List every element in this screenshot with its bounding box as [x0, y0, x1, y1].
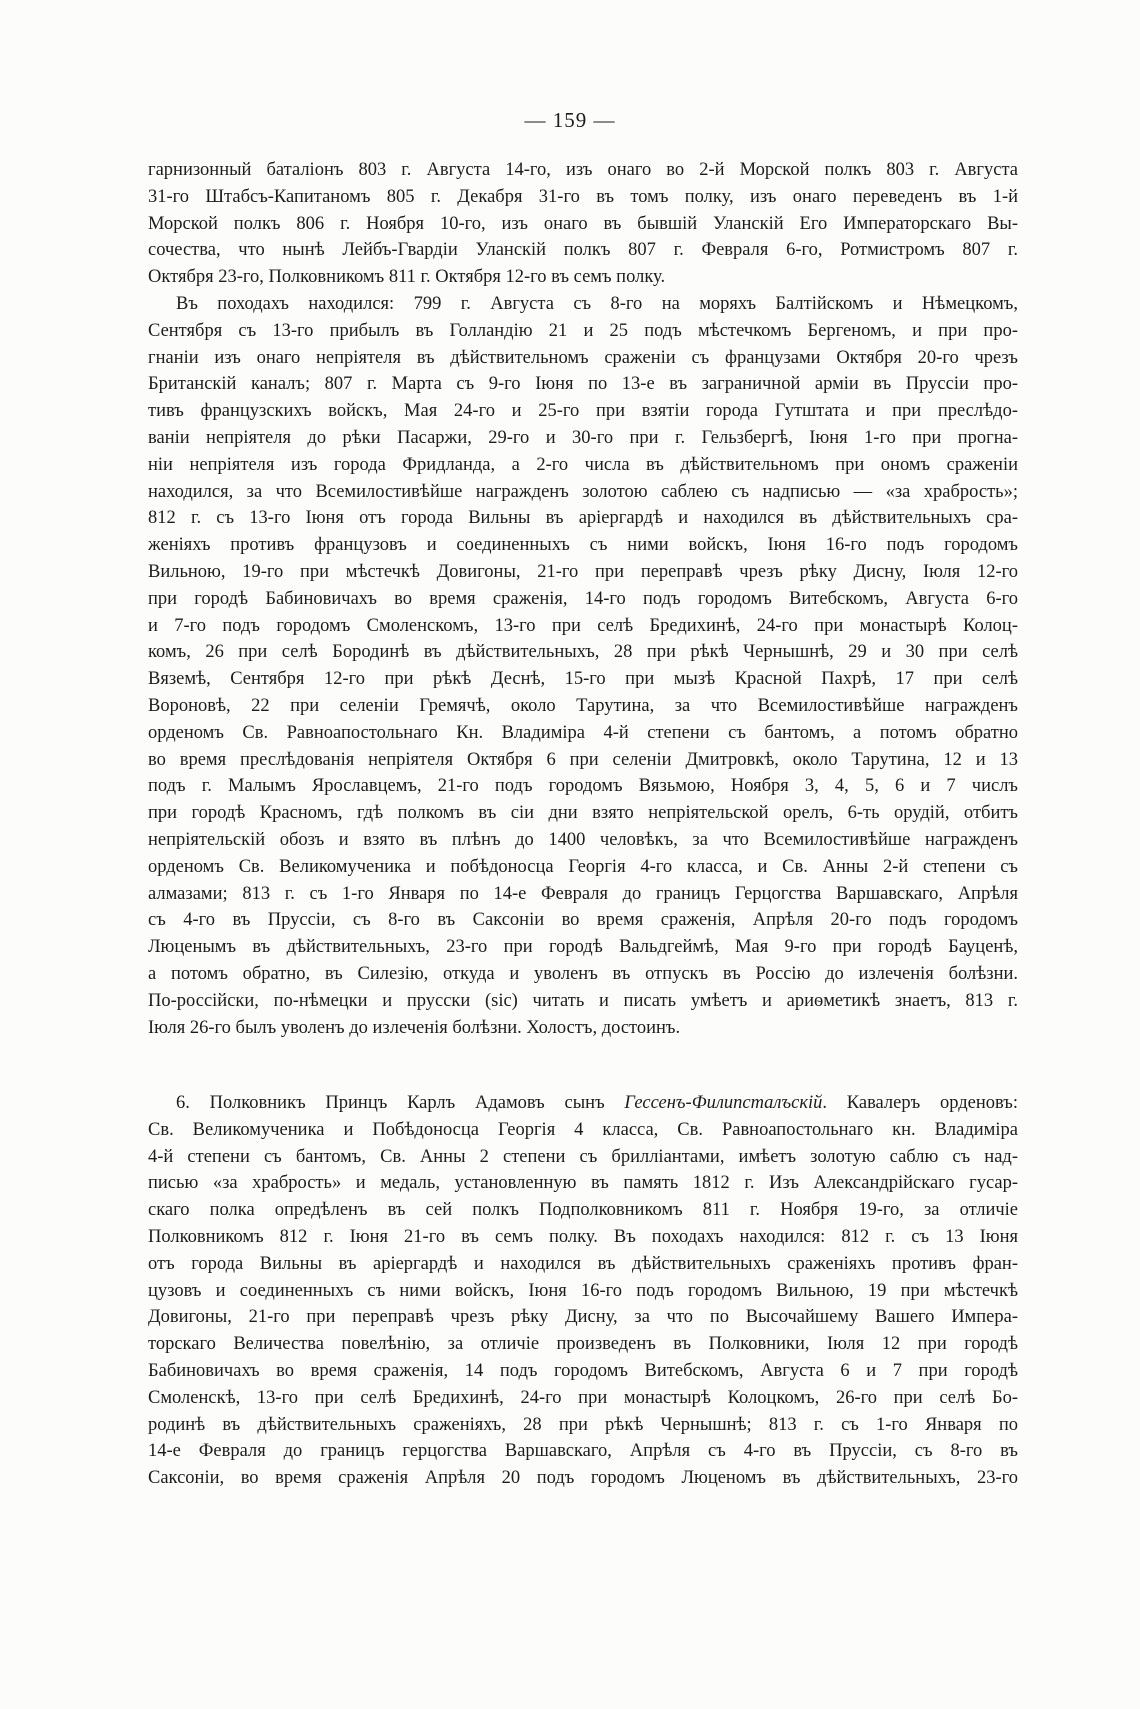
text-line: скаго полка опредѣленъ въ сей полкъ Подполковникомъ 811 г. Ноября 19-го, за отличіе	[148, 1200, 1018, 1221]
text-line: алмазами; 813 г. съ 1-го Января по 14-е Февраля до границъ Герцогства Варшавскаго, Апрѣля	[148, 883, 1018, 904]
text-line: ніи непріятеля изъ города Фридланда, а 2-го числа въ дѣйствительномъ при ономъ сраженіи	[148, 454, 1018, 475]
text-line: находился, за что Всемилостивѣйше награжденъ золотою саблею съ надписью — «за храбрость»;	[148, 481, 1018, 502]
text-line: Св. Великомученика и Побѣдоносца Георгія 4 класса, Св. Равноапостольнаго кн. Владиміра	[148, 1119, 1018, 1140]
text-line: гарнизонный баталіонъ 803 г. Августа 14-го, изъ онаго во 2-й Морской полкъ 803 г. Августа	[148, 160, 1018, 180]
text-line: при городѣ Красномъ, гдѣ полкомъ въ сіи дни взято непріятельской орелъ, 6-ть орудій, отбитъ	[148, 803, 1018, 824]
text-line: родинѣ въ дѣйствительныхъ сраженіяхъ, 28 при рѣкѣ Чернышнѣ; 813 г. съ 1-го Января по	[148, 1414, 1018, 1435]
text-line: 4-й степени съ бантомъ, Св. Анны 2 степени съ бриллiантами, имѣетъ золотую саблю съ над-	[148, 1146, 1018, 1167]
text-line: а потомъ обратно, въ Силезію, откуда и уволенъ въ отпускъ въ Россію до излеченія болѣзни.	[148, 963, 1018, 984]
text-line: во время преслѣдованія непріятеля Октября 6 при селеніи Дмитровкѣ, около Тарутина, 12 и 13	[148, 749, 1018, 770]
service-record-continuation	[148, 157, 1018, 1041]
entry-6-record	[148, 1090, 1018, 1492]
text-line: цузовъ и соединенныхъ съ ними войскъ, Іюня 16-го подъ городомъ Вильною, 19 при мѣстечкѣ	[148, 1280, 1018, 1301]
text-line: По-россійски, по-нѣмецки и прусски (sic) читать и писать умѣетъ и ариѳметикѣ знаетъ, 813 г.	[148, 990, 1018, 1011]
text-line: 812 г. съ 13-го Іюня отъ города Вильны въ аріергардѣ и находился въ дѣйствительныхъ сра-	[148, 508, 1018, 529]
text-line: отъ города Вильны въ аріергардѣ и находился въ дѣйствительныхъ сраженіяхъ противъ фран-	[148, 1253, 1018, 1274]
text-line: 14-е Февраля до границъ герцогства Варшавскаго, Апрѣля съ 4-го въ Пруссіи, съ 8-го въ	[148, 1441, 1018, 1462]
text-line: непріятельскій обозъ и взято въ плѣнъ до 1400 человѣкъ, за что Всемилостивѣйше награжденъ	[148, 829, 1018, 850]
text-line: женіяхъ противъ французовъ и соединенныхъ съ ними войскъ, Іюня 16-го подъ городомъ	[148, 535, 1018, 556]
text-line: орденомъ Св. Равноапостольнаго Кн. Владиміра 4-й степени съ бантомъ, а потомъ обратно	[148, 722, 1018, 743]
text-line: Довигоны, 21-го при переправѣ чрезъ рѣку Дисну, за что по Высочайшему Вашего Импера-	[148, 1307, 1018, 1328]
text-line: Вяземѣ, Сентября 12-го при рѣкѣ Деснѣ, 15-го при мызѣ Красной Пахрѣ, 17 при селѣ	[148, 669, 1018, 690]
entry-6-orders-intro: . Кавалеръ орденовъ:	[822, 1093, 1018, 1113]
entry-6-heading-line	[148, 1090, 1018, 1117]
text-line: подъ г. Малымъ Ярославцемъ, 21-го подъ городомъ Вязьмою, Ноября 3, 4, 5, 6 и 7 числъ	[148, 776, 1018, 797]
text-line: Вороновѣ, 22 при селеніи Гремячѣ, около Тарутина, за что Всемилостивѣйше награжденъ	[148, 695, 1018, 716]
entry-6-surname: Гессенъ-Филипсталъскій	[624, 1093, 823, 1113]
text-line: съ 4-го въ Пруссіи, съ 8-го въ Саксоніи во время сраженія, Апрѣля 20-го подъ городомъ	[148, 910, 1018, 931]
text-line: при городѣ Бабиновичахъ во время сраженія, 14-го подъ городомъ Витебскомъ, Августа 6-го	[148, 588, 1018, 609]
text-line: торскаго Величества повелѣнію, за отличіе произведенъ въ Полковники, Іюля 12 при городѣ	[148, 1334, 1018, 1355]
text-line: Смоленскѣ, 13-го при селѣ Бредихинѣ, 24-го при монастырѣ Колоцкомъ, 26-го при селѣ Бо-	[148, 1387, 1018, 1408]
text-line: Бабиновичахъ во время сраженія, 14 подъ городомъ Витебскомъ, Августа 6 и 7 при городѣ	[148, 1360, 1018, 1381]
text-line: Саксоніи, во время сраженія Апрѣля 20 подъ городомъ Люценомъ въ дѣйствительныхъ, 23-го	[148, 1468, 1018, 1489]
text-line: Іюля 26-го былъ уволенъ до излеченія болѣзни. Холостъ, достоинъ.	[148, 1017, 681, 1038]
text-line: гнаніи изъ онаго непріятеля въ дѣйствительномъ сраженіи съ французами Октября 20-го чрезъ	[148, 347, 1018, 368]
text-line: орденомъ Св. Великомученика и побѣдоносца Георгія 4-го класса, и Св. Анны 2-й степени съ	[148, 856, 1018, 877]
text-line: Вильною, 19-го при мѣстечкѣ Довигоны, 21-го при переправѣ чрезъ рѣку Дисну, Іюля 12-го	[148, 561, 1018, 582]
text-line: Морской полкъ 806 г. Ноября 10-го, изъ онаго въ бывшій Уланскій Его Императорскаго Вы-	[148, 213, 1018, 234]
text-line: тивъ французскихъ войскъ, Мая 24-го и 25-го при взятіи города Гутштата и при преслѣдо-	[148, 401, 1018, 422]
entry-6-rank-prefix: 6. Полковникъ Принцъ Карлъ Адамовъ сынъ	[176, 1093, 625, 1113]
campaigns-paragraph-start: Въ походахъ находился: 799 г. Августа съ 8-го на моряхъ Балтійскомъ и Нѣмецкомъ,	[176, 293, 1018, 314]
text-line: Люценымъ въ дѣйствительныхъ, 23-го при городѣ Вальдгеймѣ, Мая 9-го при городѣ Бауценѣ,	[148, 937, 1018, 958]
text-line: 31-го Штабсъ-Капитаномъ 805 г. Декабря 31-го въ томъ полку, изъ онаго переведенъ въ 1-й	[148, 186, 1018, 207]
text-line: Сентября съ 13-го прибылъ въ Голландію 21 и 25 подъ мѣстечкомъ Бергеномъ, и при про-	[148, 320, 1018, 341]
text-line: комъ, 26 при селѣ Бородинѣ въ дѣйствительныхъ, 28 при рѣкѣ Чернышнѣ, 29 и 30 при селѣ	[148, 642, 1018, 663]
text-line: Полковникомъ 812 г. Іюня 21-го въ семъ полку. Въ походахъ находился: 812 г. съ 13 Іюня	[148, 1226, 1018, 1247]
page-number: — 159 —	[524, 108, 616, 132]
text-line: сочества, что нынѣ Лейбъ-Гвардіи Уланскій полкъ 807 г. Февраля 6-го, Ротмистромъ 807 г.	[148, 240, 1018, 261]
text-line: Октября 23-го, Полковникомъ 811 г. Октября 12-го въ семъ полку.	[148, 267, 666, 288]
text-line: Британскій каналъ; 807 г. Марта съ 9-го Іюня по 13-е въ заграничной арміи въ Пруссіи про-	[148, 374, 1018, 395]
text-line: писью «за храбрость» и медаль, установленную въ память 1812 г. Изъ Александрійскаго гусар-	[148, 1173, 1018, 1194]
text-line: ваніи непріятеля до рѣки Пасаржи, 29-го и 30-го при г. Гельзбергѣ, Іюня 1-го при прогна-	[148, 427, 1018, 448]
text-line: и 7-го подъ городомъ Смоленскомъ, 13-го при селѣ Бредихинѣ, 24-го при монастырѣ Колоц-	[148, 615, 1018, 636]
